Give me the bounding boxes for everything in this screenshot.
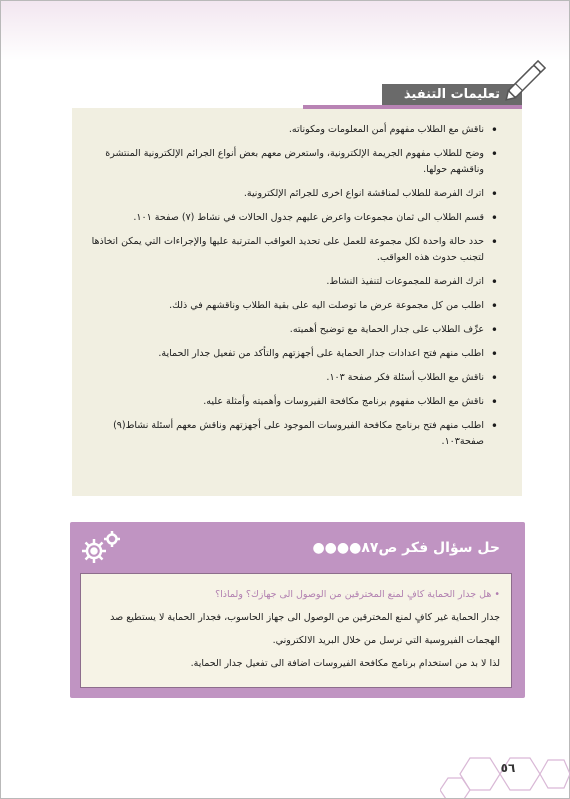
think-question: • هل جدار الحماية كافٍ لمنع المخترقين من الوصول الى جهازك؟ ولماذا؟ — [215, 589, 500, 600]
page-number: ٥٦ — [500, 761, 516, 775]
list-item: • ناقش مع الطلاب مفهوم برنامج مكافحة الفيروسات وأهميته وأمثلة عليه. — [80, 394, 500, 410]
think-answer-text — [92, 583, 500, 675]
list-item: • وضح للطلاب مفهوم الجريمة الإلكترونية، واستعرض معهم بعض أنواع الجرائم الإلكترونية المنتشرة وناقشهم حولها. — [80, 146, 500, 178]
list-item: • ناقش مع الطلاب أسئلة فكر صفحة ١٠٣. — [80, 370, 500, 386]
pen-icon — [496, 50, 556, 110]
think-question-title: حل سؤال فكر ص٨٧●●●● — [312, 540, 500, 556]
list-item: • اترك الفرصة للمجموعات لتنفيذ النشاط. — [80, 274, 500, 290]
gears-icon — [80, 529, 124, 567]
top-gradient-band — [1, 1, 569, 61]
instructions-list — [80, 122, 500, 458]
list-item: • قسم الطلاب الى ثمان مجموعات واعرض عليهم جدول الحالات في نشاط (٧) صفحة ١٠١. — [80, 210, 500, 226]
list-item: • اطلب من كل مجموعة عرض ما توصلت اليه على بقية الطلاب وناقشهم في ذلك. — [80, 298, 500, 314]
think-answer-1: جدار الحماية غير كافٍ لمنع المخترقين من الوصول الى جهاز الحاسوب، فجدار الحماية لا يستطيع صد الهجمات الفيروسية التي ترسل من خلال البريد الالكتروني. — [110, 612, 500, 646]
list-item: • عرِّف الطلاب على جدار الحماية مع توضيح أهميته. — [80, 322, 500, 338]
list-item: • حدد حالة واحدة لكل مجموعة للعمل على تحديد العواقب المترتبة عليها والإجراءات التي يمكن اتخاذها لتجنب حدوث هذه العواقب. — [80, 234, 500, 266]
list-item: • ناقش مع الطلاب مفهوم أمن المعلومات ومكوناته. — [80, 122, 500, 138]
header-underline — [303, 105, 522, 109]
list-item: • اطلب منهم فتح برنامج مكافحة الفيروسات الموجود على أجهزتهم وناقش معهم أسئلة نشاط(٩) صفحة١٠٣. — [80, 418, 500, 450]
section-title: تعليمات التنفيذ — [403, 87, 501, 102]
think-answer-2: لذا لا بد من استخدام برنامج مكافحة الفيروسات اضافة الى تفعيل جدار الحماية. — [190, 658, 500, 669]
list-item: • اطلب منهم فتح اعدادات جدار الحماية على أجهزتهم والتأكد من تفعيل جدار الحماية. — [80, 346, 500, 362]
list-item: • اترك الفرصة للطلاب لمناقشة انواع اخرى للجرائم الإلكترونية. — [80, 186, 500, 202]
